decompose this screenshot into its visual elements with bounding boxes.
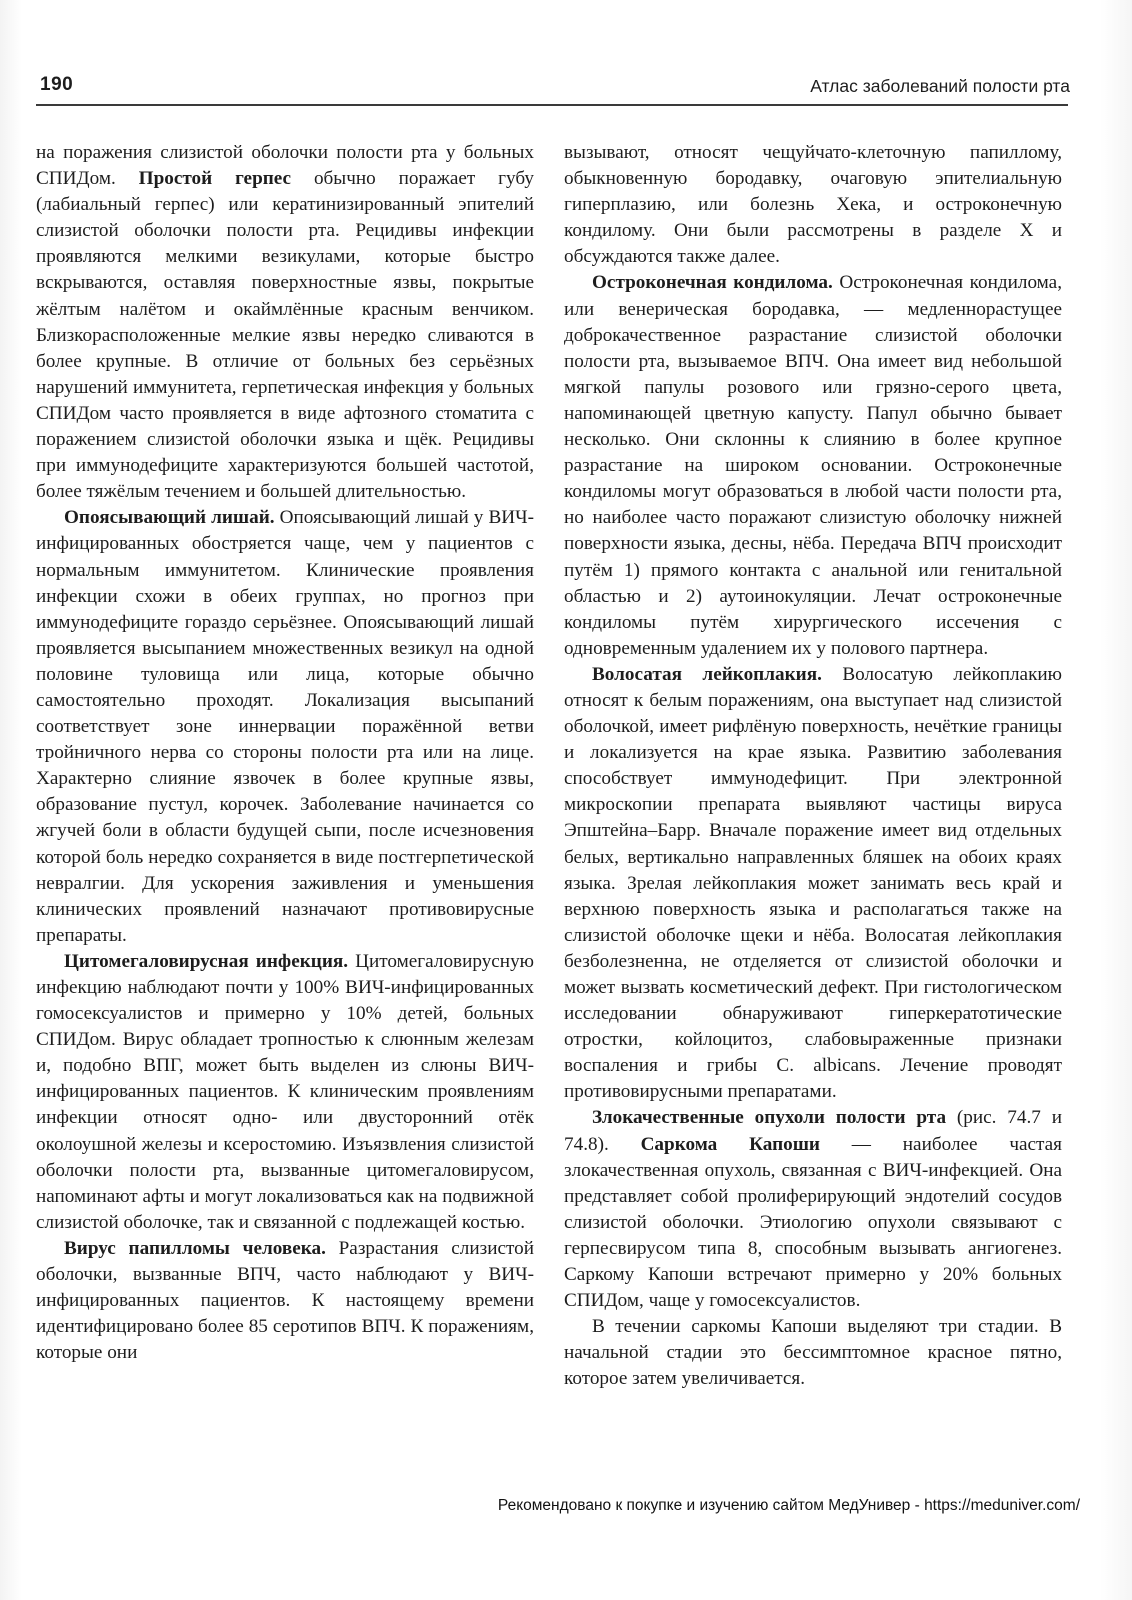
term-hpv: Вирус папилломы человека. (64, 1237, 326, 1259)
right-column (564, 140, 1062, 1393)
term-kaposi: Саркома Капоши (640, 1133, 820, 1155)
paragraph-herpes (36, 140, 534, 505)
left-column (36, 140, 534, 1366)
paragraph-kaposi-stages (564, 1314, 1062, 1392)
paragraph-text: В течении саркомы Капоши выделяют три стадии. В начальной стадии это бессимптомное красное пятно, которое затем увеличивается. (564, 1316, 1062, 1390)
paragraph-text: Остроконечная кондилома, или венерическая бородавка, — медленнорастущее доброкачественное разрастание слизистой оболочки полости рта, вызываемое ВПЧ. Она имеет вид небольшой мягкой папулы розового или грязно-серого цвета, напоминающей цветную капусту. Папул обычно бывает несколько. Они склонны к слиянию в более крупное разрастание на широком основании. Остроконечные кондиломы могут образоваться в любой части полости рта, но наиболее часто поражают слизистую оболочку нижней поверхности языка, десны, нёба. Передача ВПЧ происходит путём 1) прямого контакта с анальной или генитальной областью и 2) аутоинокуляции. Лечат остроконечные кондиломы путём хирургического иссечения с одновременным удалением их у полового партнера. (564, 272, 1062, 659)
paragraph-tumors (564, 1105, 1062, 1314)
term-tumors: Злокачественные опухоли полости рта (592, 1107, 947, 1129)
paragraph-text: на поражения слизистой оболочки полости рта у больных СПИДом. (36, 142, 534, 190)
paragraph-text: Цитомегаловирусную инфекцию наблюдают почти у 100% ВИЧ-инфицированных гомосексуалистов и примерно у 10% детей, больных СПИДом. Вирус обладает тропностью к слюнным железам и, подобно ВПГ, может быть выделен из слюны ВИЧ-инфицированных пациентов. К клиническим проявлениям инфекции относят одно- или двусторонний отёк околоушной железы и ксеростомию. Изъязвления слизистой оболочки полости рта, вызванные цитомегаловирусом, напоминают афты и могут локализоваться как на подвижной слизистой оболочке, так и связанной с подлежащей костью. (36, 950, 535, 1233)
paragraph-text: — наиболее частая злокачественная опухоль, связанная с ВИЧ-инфекцией. Она представляет собой пролиферирующий эндотелий сосудов слизистой оболочки. Этиологию опухоли связывают с герпесвирусом типа 8, способным вызывать ангиогенез. Саркому Капоши встречают примерно у 20% больных СПИДом, чаще у гомосексуалистов. (564, 1133, 1062, 1312)
paragraph-cmv (36, 949, 534, 1236)
term-herpes: Простой герпес (138, 168, 292, 190)
term-leukoplakia: Волосатая лейкоплакия. (592, 663, 822, 685)
paragraph-condyloma (564, 270, 1062, 661)
header-rule (36, 104, 1068, 106)
paragraph-text: Разрастания слизистой оболочки, вызванные ВПЧ, часто наблюдают у ВИЧ-инфицированных пациентов. К настоящему времени идентифицировано более 85 серотипов ВПЧ. К поражениям, которые они (36, 1237, 534, 1364)
paragraph-text: обычно поражает губу (лабиальный герпес) или кератинизированный эпителий слизистой оболочки полости рта. Рецидивы инфекции проявляются мелкими везикулами, которые быстро вскрываются, оставляя поверхностные язвы, покрытые жёлтым налётом и окаймлённые красным венчиком. Близкорасположенные мелкие язвы нередко сливаются в более крупные. В отличие от больных без серьёзных нарушений иммунитета, герпетическая инфекция у больных СПИДом часто проявляется в виде афтозного стоматита с поражением слизистой оболочки языка и щёк. Рецидивы при иммунодефиците характеризуются большей частотой, более тяжёлым течением и большей длительностью. (36, 168, 534, 503)
book-title: Атлас заболеваний полости рта (810, 76, 1070, 96)
paragraph-hpv-continued (564, 140, 1062, 270)
term-cmv: Цитомегаловирусная инфекция. (64, 950, 349, 972)
paragraph-text: Опоясывающий лишай у ВИЧ-инфицированных обостряется чаще, чем у пациентов с нормальным иммунитетом. Клинические проявления инфекции схожи в обеих группах, но прогноз при иммунодефиците гораздо серьёзнее. Опоясывающий лишай проявляется высыпанием множественных везикул на одной половине туловища или лица, которые обычно самостоятельно проходят. Локализация высыпаний соответствует зоне иннервации поражённой ветви тройничного нерва со стороны полости рта или на лице. Характерно слияние язвочек в более крупные язвы, образование пустул, корочек. Заболевание начинается со жгучей боли в области будущей сыпи, после исчезновения которой боль нередко сохраняется в виде постгерпетической невралгии. Для ускорения заживления и уменьшения клинических проявлений назначают противовирусные препараты. (36, 507, 534, 946)
paragraph-leukoplakia (564, 662, 1062, 1106)
paragraph-text: Волосатую лейкоплакию относят к белым поражениям, она выступает над слизистой оболочкой, имеет рифлёную поверхность, нечёткие границы и локализуется на крае языка. Развитию заболевания способствует иммунодефицит. При электронной микроскопии препарата выявляют частицы вируса Эпштейна–Барр. Вначале поражение имеет вид отдельных белых, вертикально направленных бляшек на обоих краях языка. Зрелая лейкоплакия может занимать весь край и верхнюю поверхность языка и располагаться также на слизистой оболочке щеки и нёба. Волосатая лейкоплакия безболезненна, не отделяется от слизистой оболочки и может вызвать косметический дефект. При гистологическом исследовании обнаруживают гиперкератотические отростки, койлоцитоз, слабовыраженные признаки воспаления и грибы C. albicans. Лечение проводят противовирусными препаратами. (564, 663, 1062, 1103)
running-head (40, 74, 1070, 104)
paragraph-hpv (36, 1236, 534, 1366)
footer-note: Рекомендовано к покупке и изучению сайтом МедУнивер - https://meduniver.com/ (497, 1497, 1080, 1514)
term-shingles: Опоясывающий лишай. (64, 507, 275, 529)
paragraph-shingles (36, 505, 534, 949)
figure-reference: (рис. 74.7 и 74.8). (564, 1107, 1062, 1155)
term-condyloma: Остроконечная кондилома. (592, 272, 833, 294)
paragraph-text: вызывают, относят чещуйчато-клеточную папиллому, обыкновенную бородавку, очаговую эпителиальную гиперплазию, или болезнь Хека, и остроконечную кондилому. Они были рассмотрены в разделе X и обсуждаются также далее. (564, 142, 1062, 268)
page-number: 190 (40, 74, 74, 95)
